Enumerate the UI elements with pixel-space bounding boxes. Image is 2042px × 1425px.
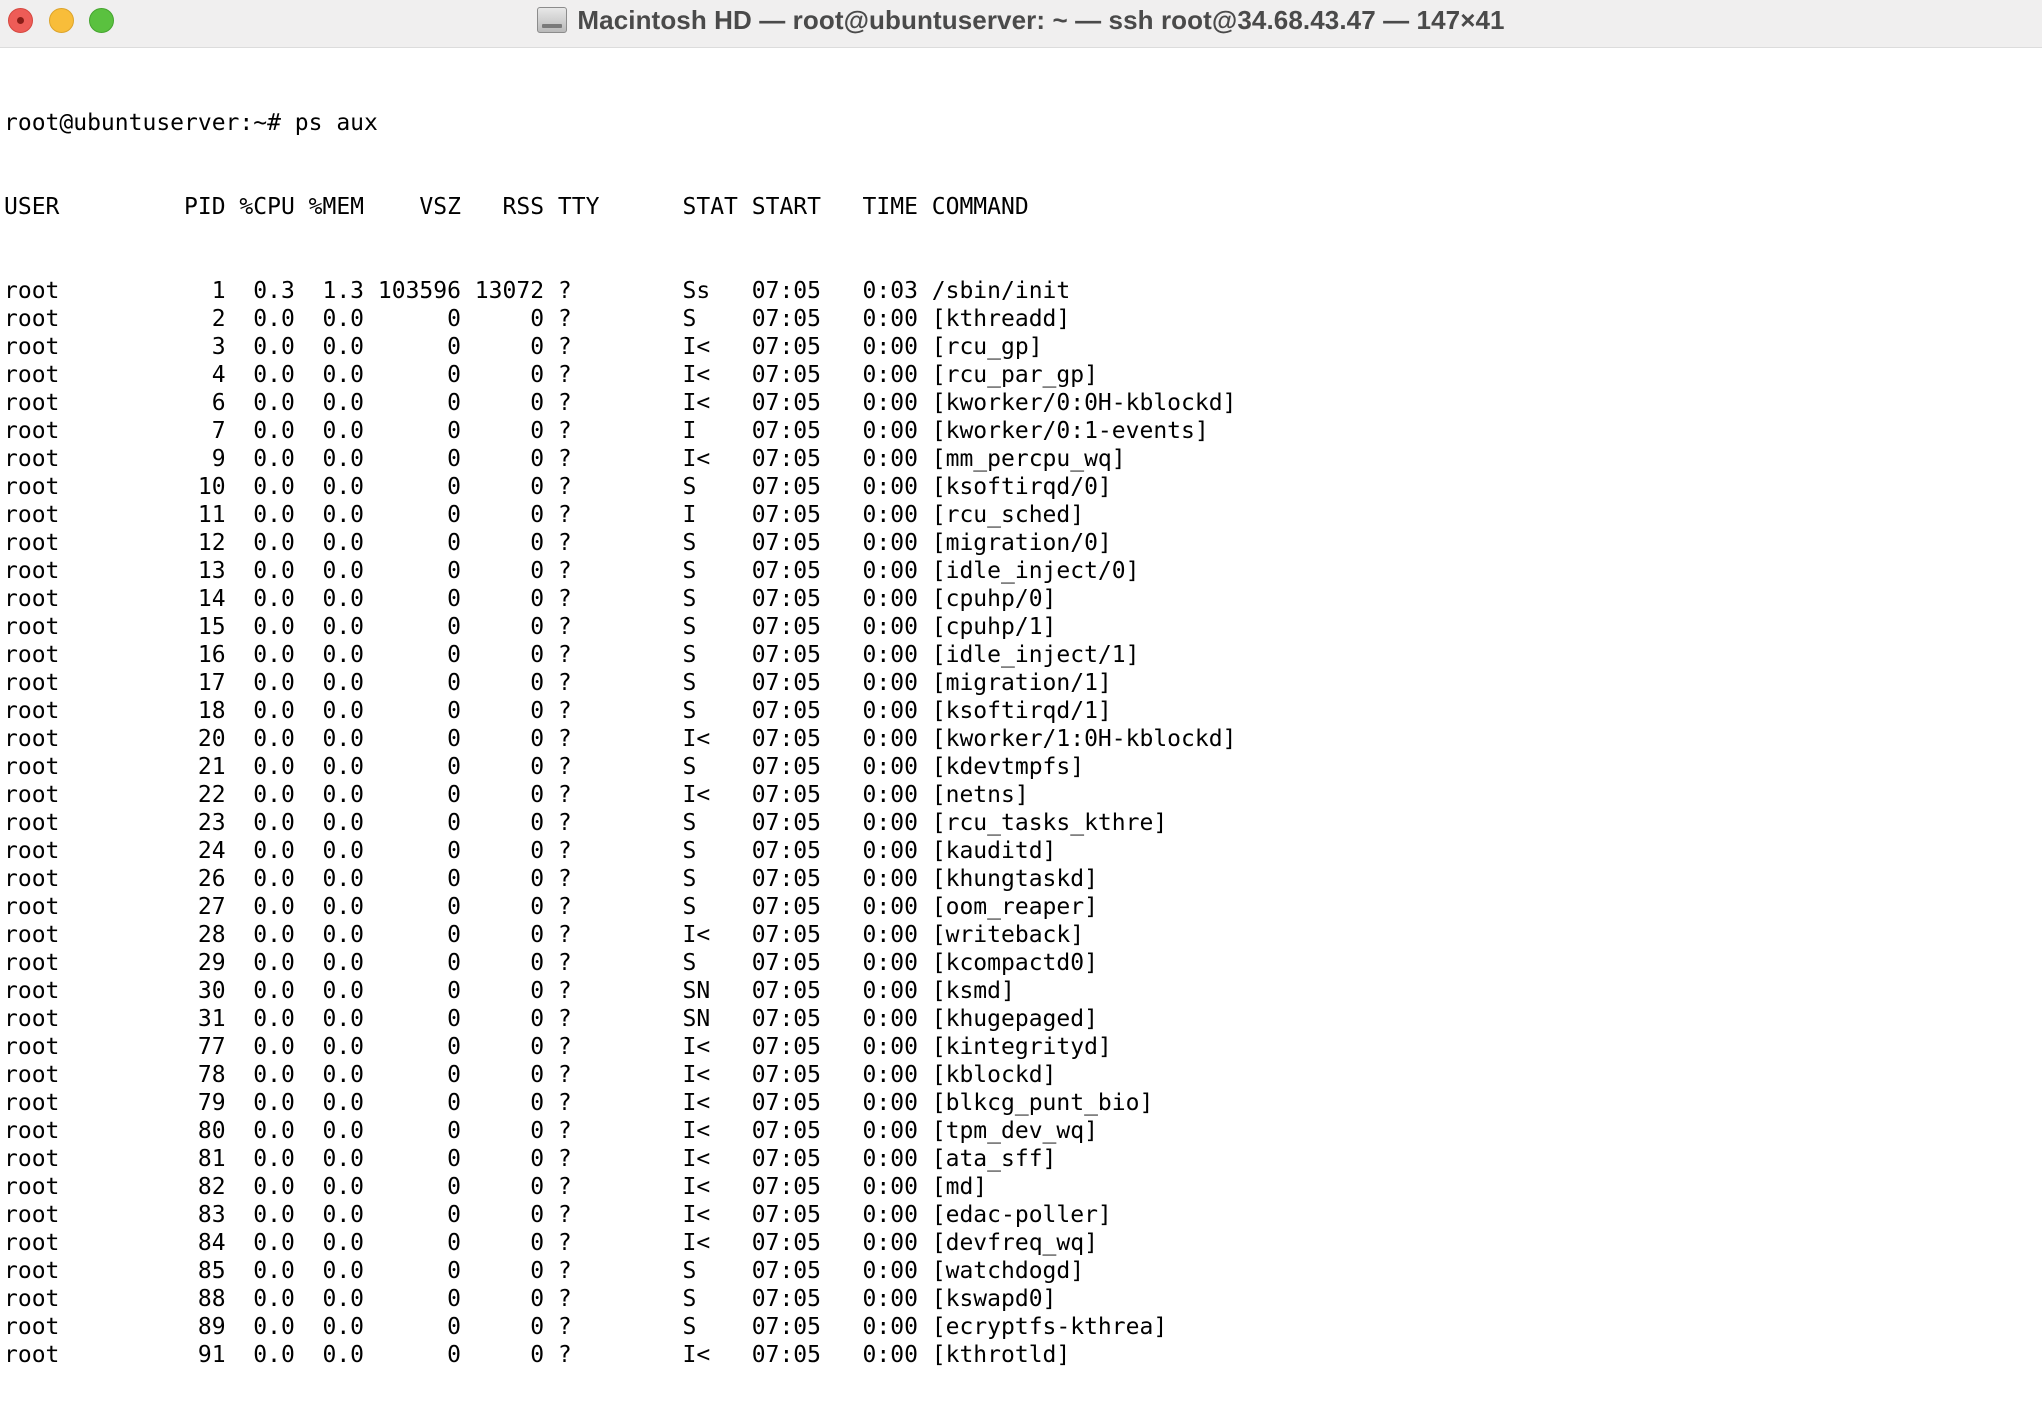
process-row: root 78 0.0 0.0 0 0 ? I< 07:05 0:00 [kblockd] bbox=[4, 1062, 1057, 1088]
process-row: root 14 0.0 0.0 0 0 ? S 07:05 0:00 [cpuhp/0] bbox=[4, 586, 1057, 612]
ps-header-row: USER PID %CPU %MEM VSZ RSS TTY STAT START TIME COMMAND bbox=[4, 194, 1029, 220]
process-row: root 23 0.0 0.0 0 0 ? S 07:05 0:00 [rcu_tasks_kthre] bbox=[4, 810, 1168, 836]
process-row: root 13 0.0 0.0 0 0 ? S 07:05 0:00 [idle_inject/0] bbox=[4, 558, 1140, 584]
process-row: root 91 0.0 0.0 0 0 ? I< 07:05 0:00 [kthrotld] bbox=[4, 1342, 1071, 1368]
process-row: root 18 0.0 0.0 0 0 ? S 07:05 0:00 [ksoftirqd/1] bbox=[4, 698, 1112, 724]
process-row: root 12 0.0 0.0 0 0 ? S 07:05 0:00 [migration/0] bbox=[4, 530, 1112, 556]
process-row: root 88 0.0 0.0 0 0 ? S 07:05 0:00 [kswapd0] bbox=[4, 1286, 1057, 1312]
process-row: root 15 0.0 0.0 0 0 ? S 07:05 0:00 [cpuhp/1] bbox=[4, 614, 1057, 640]
process-row: root 17 0.0 0.0 0 0 ? S 07:05 0:00 [migration/1] bbox=[4, 670, 1112, 696]
command-prompt-line: root@ubuntuserver:~# ps aux bbox=[4, 110, 378, 136]
process-row: root 85 0.0 0.0 0 0 ? S 07:05 0:00 [watchdogd] bbox=[4, 1258, 1085, 1284]
process-row: root 7 0.0 0.0 0 0 ? I 07:05 0:00 [kworker/0:1-events] bbox=[4, 418, 1209, 444]
title-bar[interactable] bbox=[0, 0, 2042, 48]
process-row: root 10 0.0 0.0 0 0 ? S 07:05 0:00 [ksoftirqd/0] bbox=[4, 474, 1112, 500]
process-row: root 89 0.0 0.0 0 0 ? S 07:05 0:00 [ecryptfs-kthrea] bbox=[4, 1314, 1168, 1340]
process-row: root 84 0.0 0.0 0 0 ? I< 07:05 0:00 [devfreq_wq] bbox=[4, 1230, 1098, 1256]
process-row: root 77 0.0 0.0 0 0 ? I< 07:05 0:00 [kintegrityd] bbox=[4, 1034, 1112, 1060]
process-row: root 79 0.0 0.0 0 0 ? I< 07:05 0:00 [blkcg_punt_bio] bbox=[4, 1090, 1154, 1116]
hard-disk-icon bbox=[537, 7, 567, 33]
process-row: root 4 0.0 0.0 0 0 ? I< 07:05 0:00 [rcu_par_gp] bbox=[4, 362, 1098, 388]
process-row: root 27 0.0 0.0 0 0 ? S 07:05 0:00 [oom_reaper] bbox=[4, 894, 1098, 920]
process-row: root 2 0.0 0.0 0 0 ? S 07:05 0:00 [kthreadd] bbox=[4, 306, 1071, 332]
terminal-output[interactable] bbox=[4, 53, 2042, 1368]
process-row: root 22 0.0 0.0 0 0 ? I< 07:05 0:00 [netns] bbox=[4, 782, 1029, 808]
window-title-wrap bbox=[0, 0, 2042, 40]
process-row: root 29 0.0 0.0 0 0 ? S 07:05 0:00 [kcompactd0] bbox=[4, 950, 1098, 976]
process-row: root 20 0.0 0.0 0 0 ? I< 07:05 0:00 [kworker/1:0H-kblockd] bbox=[4, 726, 1237, 752]
process-list bbox=[4, 277, 2042, 1369]
process-row: root 6 0.0 0.0 0 0 ? I< 07:05 0:00 [kworker/0:0H-kblockd] bbox=[4, 390, 1237, 416]
process-row: root 81 0.0 0.0 0 0 ? I< 07:05 0:00 [ata_sff] bbox=[4, 1146, 1057, 1172]
process-row: root 11 0.0 0.0 0 0 ? I 07:05 0:00 [rcu_sched] bbox=[4, 502, 1085, 528]
process-row: root 3 0.0 0.0 0 0 ? I< 07:05 0:00 [rcu_gp] bbox=[4, 334, 1043, 360]
process-row: root 24 0.0 0.0 0 0 ? S 07:05 0:00 [kauditd] bbox=[4, 838, 1057, 864]
process-row: root 1 0.3 1.3 103596 13072 ? Ss 07:05 0:03 /sbin/init bbox=[4, 278, 1071, 304]
process-row: root 9 0.0 0.0 0 0 ? I< 07:05 0:00 [mm_percpu_wq] bbox=[4, 446, 1126, 472]
process-row: root 80 0.0 0.0 0 0 ? I< 07:05 0:00 [tpm_dev_wq] bbox=[4, 1118, 1098, 1144]
window-title: Macintosh HD — root@ubuntuserver: ~ — ssh root@34.68.43.47 — 147×41 bbox=[577, 4, 1505, 35]
process-row: root 82 0.0 0.0 0 0 ? I< 07:05 0:00 [md] bbox=[4, 1174, 988, 1200]
process-row: root 26 0.0 0.0 0 0 ? S 07:05 0:00 [khungtaskd] bbox=[4, 866, 1098, 892]
process-row: root 21 0.0 0.0 0 0 ? S 07:05 0:00 [kdevtmpfs] bbox=[4, 754, 1085, 780]
process-row: root 83 0.0 0.0 0 0 ? I< 07:05 0:00 [edac-poller] bbox=[4, 1202, 1112, 1228]
process-row: root 28 0.0 0.0 0 0 ? I< 07:05 0:00 [writeback] bbox=[4, 922, 1085, 948]
process-row: root 30 0.0 0.0 0 0 ? SN 07:05 0:00 [ksmd] bbox=[4, 978, 1015, 1004]
process-row: root 31 0.0 0.0 0 0 ? SN 07:05 0:00 [khugepaged] bbox=[4, 1006, 1098, 1032]
process-row: root 16 0.0 0.0 0 0 ? S 07:05 0:00 [idle_inject/1] bbox=[4, 642, 1140, 668]
